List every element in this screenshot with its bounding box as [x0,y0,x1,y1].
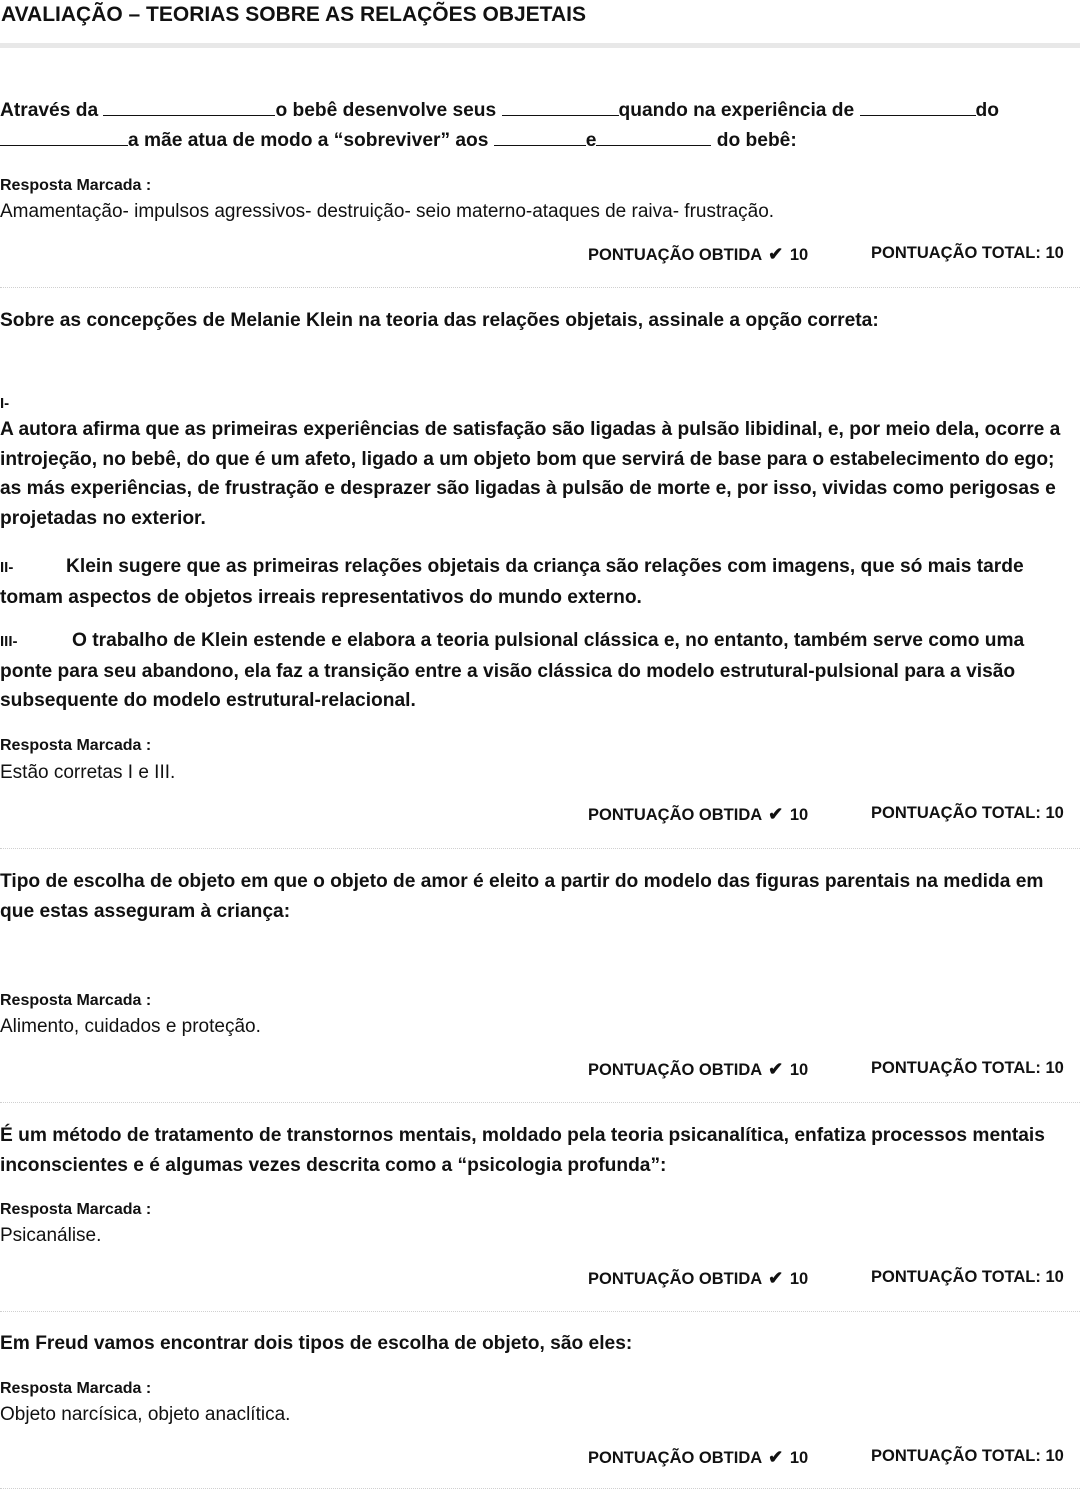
score-total [871,1059,1064,1078]
question-4-text: É um método de tratamento de transtornos mentais, moldado pela teoria psicanalítica, enfatiza processos mentais inconscientes e é algumas vezes descrita como a “psicologia profunda”: [0,1125,1045,1176]
score-total [871,1447,1064,1466]
fill-blank [0,127,128,146]
score-obtained-label: PONTUAÇÃO OBTIDA [588,1449,762,1467]
statement-number: I- [0,395,10,412]
answer-block-4 [0,1200,1080,1248]
score-obtained [588,244,808,265]
score-total [871,244,1064,263]
question-1-text-part: quando na experiência de [618,100,860,121]
question-1-text-part: Através da [0,100,104,121]
answer-block-3 [0,991,1080,1039]
question-3 [0,867,1080,926]
statement-number: II- [0,559,14,576]
score-total-label: PONTUAÇÃO TOTAL: [871,244,1041,262]
score-obtained-label: PONTUAÇÃO OBTIDA [588,246,762,264]
answer-text: Estão corretas I e III. [0,762,176,783]
question-1 [0,96,1080,155]
question-1-text-part: a mãe atua de modo a “sobreviver” aos [128,129,494,151]
check-icon: ✔ [768,1447,784,1467]
answer-label: Resposta Marcada : [0,737,152,754]
question-5 [0,1329,1080,1359]
score-obtained-label: PONTUAÇÃO OBTIDA [588,1270,762,1288]
question-divider [0,848,1080,849]
statement-item [0,552,1080,612]
score-row-2 [0,804,1080,826]
score-total-value: 10 [1045,804,1064,822]
score-obtained-value: 10 [789,246,809,264]
answer-text: Objeto narcísica, objeto anaclítica. [0,1404,291,1425]
score-obtained-value: 10 [789,1270,809,1288]
answer-label: Resposta Marcada : [0,992,152,1009]
question-divider [0,1311,1080,1312]
answer-block-1 [0,176,1080,224]
score-total-value: 10 [1045,244,1064,262]
question-5-text: Em Freud vamos encontrar dois tipos de escolha de objeto, são eles: [0,1333,633,1354]
question-divider [0,1488,1080,1489]
fill-blank [596,127,711,146]
answer-label: Resposta Marcada : [0,1380,152,1397]
score-total-value: 10 [1045,1268,1064,1286]
score-obtained [588,804,808,825]
score-total-value: 10 [1045,1059,1064,1077]
answer-text: Alimento, cuidados e proteção. [0,1016,261,1037]
score-total-label: PONTUAÇÃO TOTAL: [871,1447,1041,1465]
page-title: AVALIAÇÃO – TEORIAS SOBRE AS RELAÇÕES OBJETAIS [1,3,586,26]
score-total [871,1268,1064,1287]
score-obtained [588,1268,808,1289]
score-obtained-label: PONTUAÇÃO OBTIDA [588,1061,762,1079]
score-row-1 [0,244,1080,266]
score-total-label: PONTUAÇÃO TOTAL: [871,1059,1041,1077]
question-divider [0,287,1080,288]
score-obtained-value: 10 [789,1449,809,1467]
score-row-5 [0,1447,1080,1469]
fill-blank [860,97,976,116]
score-total-label: PONTUAÇÃO TOTAL: [871,1268,1041,1286]
question-1-text-part: do [975,100,999,121]
question-2 [0,306,1080,336]
question-2-item-2 [0,552,1080,612]
score-obtained [588,1059,808,1080]
answer-label: Resposta Marcada : [0,177,152,194]
score-row-4 [0,1268,1080,1290]
fill-blank [494,127,586,146]
check-icon: ✔ [768,804,784,824]
fill-blank [502,97,619,116]
question-2-text: Sobre as concepções de Melanie Klein na teoria das relações objetais, assinale a opção correta: [0,310,879,331]
score-row-3 [0,1059,1080,1081]
answer-label: Resposta Marcada : [0,1201,152,1218]
statement-item [0,392,1080,415]
question-3-text: Tipo de escolha de objeto em que o objeto de amor é eleito a partir do modelo das figuras parentais na medida em que estas asseguram à criança: [0,871,1044,922]
question-divider [0,1102,1080,1103]
question-1-text-part: o bebê desenvolve seus [275,100,502,121]
answer-text: Amamentação- impulsos agressivos- destruição- seio materno-ataques de raiva- frustração. [0,201,775,222]
question-2-item-3 [0,626,1080,716]
answer-block-2 [0,736,1080,785]
question-1-text-part: do bebê: [711,129,797,151]
fill-blank [103,97,275,116]
question-1-text-part: e [585,129,597,151]
statement-text: O trabalho de Klein estende e elabora a teoria pulsional clássica e, no entanto, também serve como uma ponte para seu abandono, ela faz a transição entre a visão clássica do modelo estrutural-pulsional para a visão subsequente do modelo estrutural-relacional. [0,630,1025,711]
statement-text: A autora afirma que as primeiras experiências de satisfação são ligadas à pulsão libidinal, e, por meio dela, ocorre a introjeção, no bebê, do que é um afeto, ligado a um objeto bom que servirá de base para o estabelecimento do ego; as más experiências, de frustração e desprazer são ligadas à pulsão de morte e, por isso, vividas como perigosas e projetadas no exterior. [0,419,1061,529]
score-obtained-value: 10 [789,1061,809,1079]
question-2-items [0,392,1080,533]
answer-text: Psicanálise. [0,1225,102,1246]
statement-text: Klein sugere que as primeiras relações objetais da criança são relações com imagens, que só mais tarde tomam aspectos de objetos irreais representativos do mundo externo. [0,556,1024,608]
statement-number: III- [0,633,18,650]
question-4 [0,1121,1080,1180]
question-1-text [0,96,1080,155]
check-icon: ✔ [768,1268,784,1288]
answer-block-5 [0,1379,1080,1427]
score-obtained-label: PONTUAÇÃO OBTIDA [588,806,762,824]
check-icon: ✔ [768,244,784,264]
score-total [871,804,1064,823]
score-total-value: 10 [1045,1447,1064,1465]
score-total-label: PONTUAÇÃO TOTAL: [871,804,1041,822]
score-obtained [588,1447,808,1468]
statement-item [0,626,1080,716]
check-icon: ✔ [768,1059,784,1079]
score-obtained-value: 10 [789,806,809,824]
title-divider [0,43,1080,48]
